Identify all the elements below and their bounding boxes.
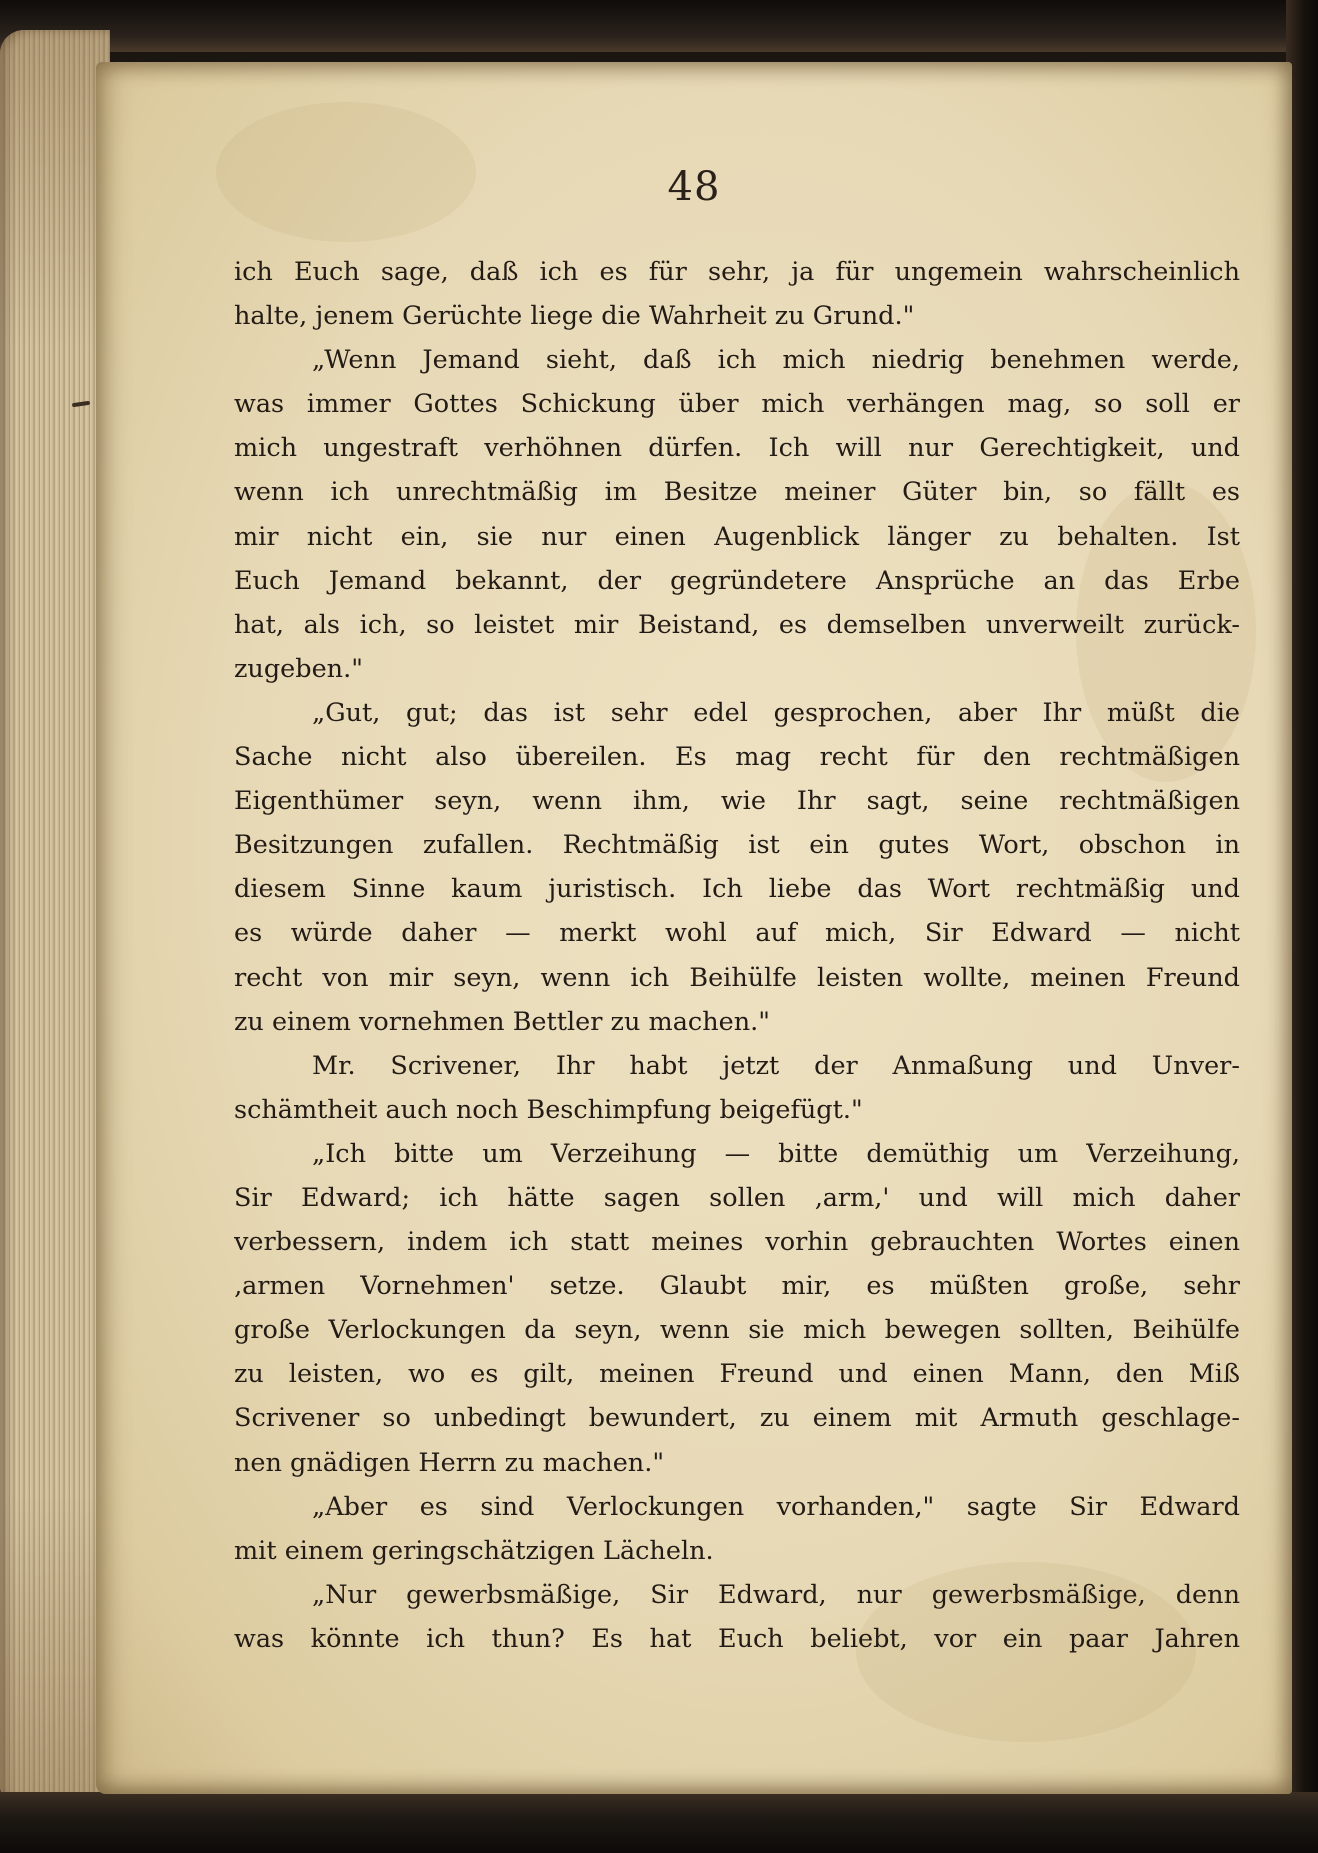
text-line: zu einem vornehmen Bettler zu machen." (234, 1006, 770, 1037)
text-line: hat, als ich, so leistet mir Beistand, es demselben unverweilt zurück- (234, 609, 1240, 640)
text-line: Sir Edward; ich hätte sagen sollen ‚arm,' und will mich daher (234, 1182, 1240, 1213)
page-stack-edges (0, 30, 110, 1810)
text-line: „Ich bitte um Verzeihung — bitte demüthig um Verzeihung, (312, 1138, 1240, 1169)
text-line: ich Euch sage, daß ich es für sehr, ja für ungemein wahrscheinlich (234, 257, 1240, 287)
text-line: Besitzungen zufallen. Rechtmäßig ist ein gutes Wort, obschon in (234, 830, 1240, 861)
text-line: Euch Jemand bekannt, der gegründetere Ansprüche an das Erbe (234, 565, 1240, 596)
text-line: Sache nicht also übereilen. Es mag recht für den rechtmäßigen (234, 742, 1240, 773)
text-line: zugeben." (234, 653, 363, 684)
text-line: zu leisten, wo es gilt, meinen Freund und einen Mann, den Miß (234, 1359, 1240, 1390)
text-line: diesem Sinne kaum juristisch. Ich liebe das Wort rechtmäßig und (234, 874, 1240, 905)
text-line: ‚armen Vornehmen' setze. Glaubt mir, es müßten große, sehr (234, 1271, 1240, 1302)
text-line: verbessern, indem ich statt meines vorhin gebrauchten Wortes einen (234, 1227, 1240, 1258)
page-number: 48 (667, 164, 721, 210)
text-line: halte, jenem Gerüchte liege die Wahrheit zu Grund." (234, 301, 915, 332)
text-line: „Nur gewerbsmäßige, Sir Edward, nur gewerbsmäßige, denn (312, 1579, 1240, 1610)
text-line: große Verlockungen da seyn, wenn sie mich bewegen sollten, Beihülfe (234, 1315, 1240, 1346)
text-line: mir nicht ein, sie nur einen Augenblick länger zu behalten. Ist (234, 521, 1240, 552)
text-line: es würde daher — merkt wohl auf mich, Sir Edward — nicht (234, 918, 1240, 949)
text-line: was könnte ich thun? Es hat Euch beliebt, vor ein paar Jahren (234, 1623, 1240, 1654)
text-line: „Wenn Jemand sieht, daß ich mich niedrig benehmen werde, (312, 345, 1240, 376)
book-page (96, 62, 1292, 1794)
book-cover-bottom-edge (0, 1792, 1318, 1853)
text-line: schämtheit auch noch Beschimpfung beigefügt." (234, 1094, 863, 1125)
text-line: wenn ich unrechtmäßig im Besitze meiner Güter bin, so fällt es (234, 477, 1240, 508)
text-line: „Gut, gut; das ist sehr edel gesprochen, aber Ihr müßt die (312, 697, 1240, 728)
text-line: mich ungestraft verhöhnen dürfen. Ich will nur Gerechtigkeit, und (234, 433, 1240, 464)
text-line: „Aber es sind Verlockungen vorhanden," sagte Sir Edward (312, 1491, 1240, 1522)
text-line: Scrivener so unbedingt bewundert, zu einem mit Armuth geschlage- (234, 1403, 1240, 1434)
text-line: Mr. Scrivener, Ihr habt jetzt der Anmaßung und Unver- (312, 1050, 1240, 1081)
text-line: was immer Gottes Schickung über mich verhängen mag, so soll er (234, 389, 1240, 420)
text-line: Eigenthümer seyn, wenn ihm, wie Ihr sagt, seine rechtmäßigen (234, 786, 1240, 817)
book-cover-top-edge (0, 0, 1318, 52)
body-text (234, 250, 1240, 1661)
text-line: nen gnädigen Herrn zu machen." (234, 1447, 665, 1478)
text-line: recht von mir seyn, wenn ich Beihülfe leisten wollte, meinen Freund (234, 962, 1240, 993)
text-line: mit einem geringschätzigen Lächeln. (234, 1535, 714, 1566)
